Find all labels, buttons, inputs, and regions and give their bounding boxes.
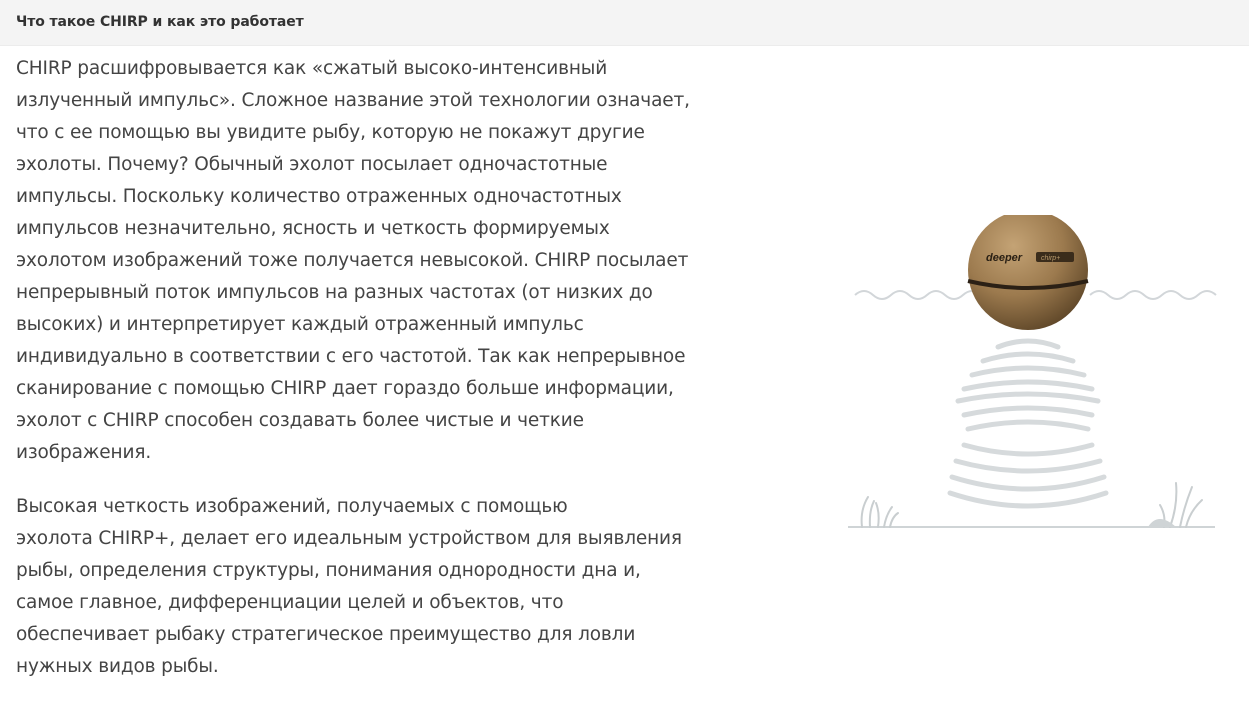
paragraph-line: самое главное, дифференциации целей и объектов, что <box>16 592 564 613</box>
paragraph-line: что с ее помощью вы увидите рыбу, которую не покажут другие <box>16 122 645 143</box>
paragraph-line: рыбы, определения структуры, понимания однородности дна и, <box>16 560 641 581</box>
deeper-device-icon <box>968 215 1088 330</box>
paragraph-2 <box>16 491 716 683</box>
paragraph-line: импульсы. Поскольку количество отраженных одночастотных <box>16 186 622 207</box>
device-logo: deeper <box>986 252 1023 264</box>
paragraph-line: нужных видов рыбы. <box>16 656 219 677</box>
paragraph-line: Высокая четкость изображений, получаемых с помощью <box>16 496 568 517</box>
paragraph-line: эхолотом изображений тоже получается невысокой. CHIRP посылает <box>16 250 689 271</box>
sonar-diagram <box>840 215 1220 535</box>
grass-right-icon <box>1160 483 1202 527</box>
paragraph-line: индивидуально в соответствии с его частотой. Так как непрерывное <box>16 346 686 367</box>
paragraph-line: CHIRP расшифровывается как «сжатый высоко-интенсивный <box>16 58 608 79</box>
device-badge: chirp+ <box>1041 255 1061 262</box>
section-header <box>0 0 1249 46</box>
paragraph-line: непрерывный поток импульсов на разных частотах (от низких до <box>16 282 653 303</box>
paragraph-line: обеспечивает рыбаку стратегическое преимущество для ловли <box>16 624 636 645</box>
paragraph-line: эхолоты. Почему? Обычный эхолот посылает одночастотные <box>16 154 608 175</box>
paragraph-1 <box>16 53 716 469</box>
paragraph-line: изображения. <box>16 442 152 463</box>
paragraph-line: эхолот с CHIRP способен создавать более чистые и четкие <box>16 410 584 431</box>
paragraph-line: эхолота CHIRP+, делает его идеальным устройством для выявления <box>16 528 682 549</box>
paragraph-line: высоких) и интерпретирует каждый отраженный импульс <box>16 314 584 335</box>
paragraph-line: импульсов незначительно, ясность и четкость формируемых <box>16 218 610 239</box>
sonar-waves <box>950 341 1106 506</box>
paragraph-line: излученный импульс». Сложное название этой технологии означает, <box>16 90 690 111</box>
section-title: Что такое CHIRP и как это работает <box>16 14 304 30</box>
paragraph-line: сканирование с помощью CHIRP дает гораздо больше информации, <box>16 378 674 399</box>
article-body <box>16 53 716 705</box>
grass-left-icon <box>862 497 898 527</box>
chirp-illustration <box>840 215 1220 535</box>
